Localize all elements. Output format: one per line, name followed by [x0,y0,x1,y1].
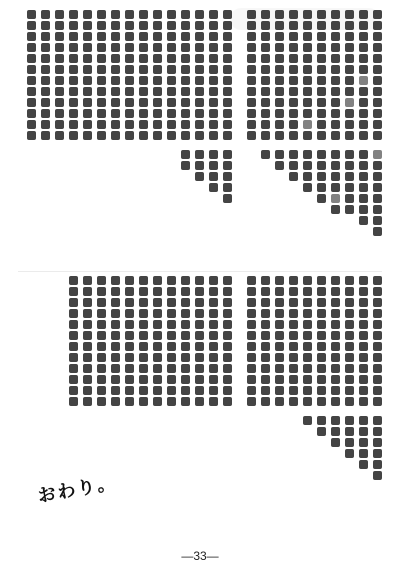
text-column [260,276,270,531]
text-column [330,10,340,270]
text-column [372,10,382,270]
text-column [372,276,382,531]
text-column [110,10,120,270]
text-column [68,10,78,270]
text-column [152,276,162,531]
text-column [180,276,190,531]
text-column [208,10,218,270]
text-column [316,276,326,531]
text-column [302,10,312,270]
text-column [138,276,148,531]
text-column [344,10,354,270]
text-column [288,10,298,270]
text-column [344,276,354,531]
text-column [166,10,176,270]
text-column [260,10,270,270]
handwritten-signature: おわり。 [36,472,119,508]
text-column [152,10,162,270]
text-column [222,10,232,270]
text-column [222,276,232,531]
text-column [138,10,148,270]
text-column [194,10,204,270]
text-column [246,10,256,270]
text-column [82,10,92,270]
text-column [96,10,106,270]
text-column [180,10,190,270]
page-number: —33— [181,549,219,563]
text-column [194,276,204,531]
text-block-top [14,10,386,270]
text-column [302,276,312,531]
text-column [166,276,176,531]
text-column [358,10,368,270]
section-divider [18,271,382,272]
text-column [124,10,134,270]
text-column [208,276,218,531]
text-column [330,276,340,531]
text-column [288,276,298,531]
text-column [316,10,326,270]
text-column [40,10,50,270]
text-column [274,276,284,531]
text-column [124,276,134,531]
text-column [274,10,284,270]
text-column [54,10,64,270]
text-column [26,10,36,270]
text-column [246,276,256,531]
text-column [358,276,368,531]
